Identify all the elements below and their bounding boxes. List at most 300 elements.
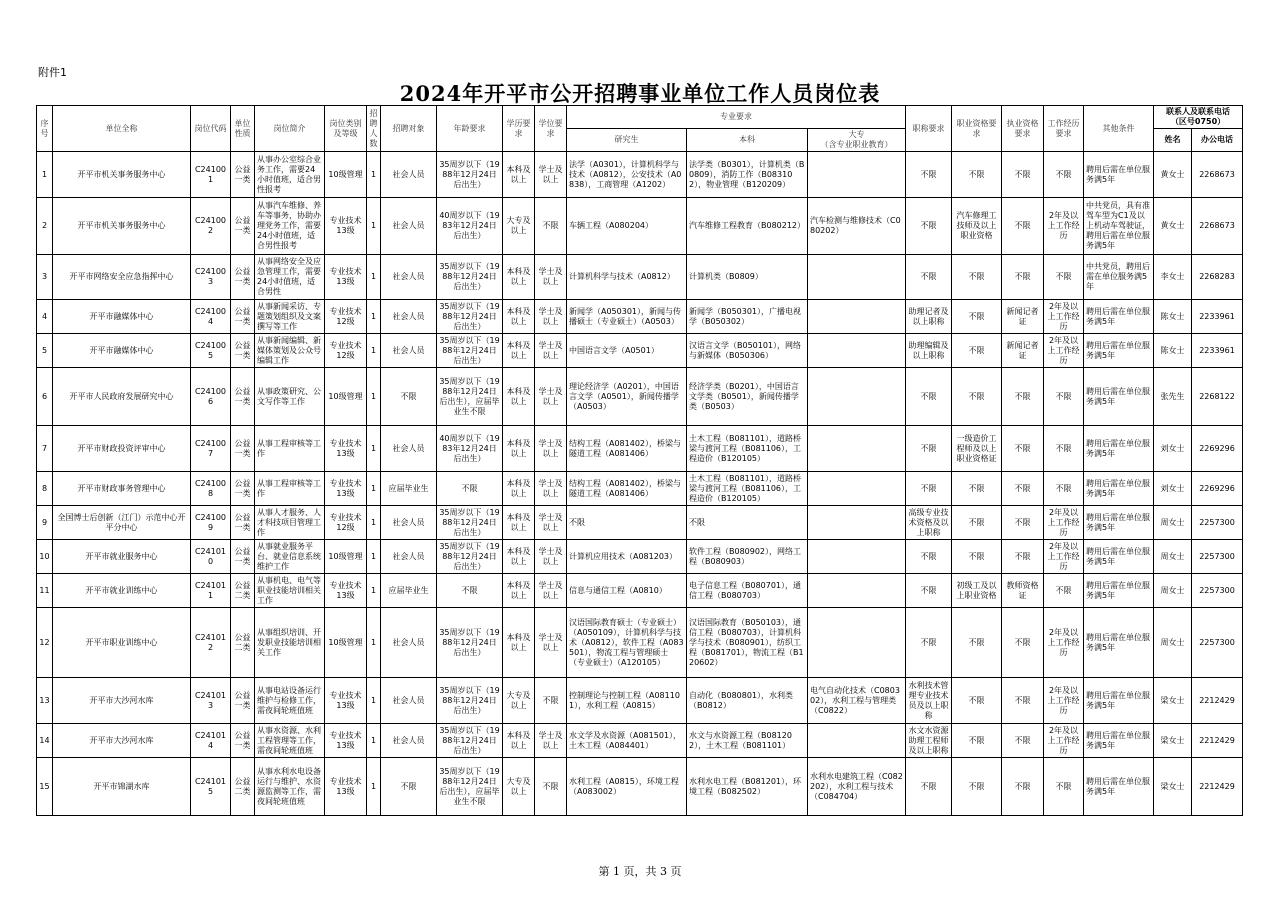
cell-post-req: 不限	[906, 152, 952, 198]
cell-contact-phone: 2233961	[1192, 334, 1243, 368]
cell-edu: 大专及以上	[503, 758, 535, 816]
cell-seq: 13	[37, 678, 53, 724]
cell-seq: 9	[37, 506, 53, 540]
cell-count: 1	[367, 300, 381, 334]
cell-level: 专业技术13级	[325, 198, 367, 255]
cell-work-exp: 2年及以上工作经历	[1044, 506, 1084, 540]
cell-code: C241006	[191, 368, 231, 426]
cell-contact-name: 黄女士	[1154, 198, 1192, 255]
table-row	[37, 678, 1243, 724]
cell-qual-req: 不限	[952, 540, 1002, 574]
cell-contact-name: 刘女士	[1154, 426, 1192, 472]
cell-contact-phone: 2269296	[1192, 472, 1243, 506]
cell-contact-name: 陈女士	[1154, 300, 1192, 334]
cell-code: C241005	[191, 334, 231, 368]
header-age: 年龄要求	[437, 106, 503, 152]
cell-contact-name: 刘女士	[1154, 472, 1192, 506]
cell-edu: 本科及以上	[503, 300, 535, 334]
cell-unit: 开平市网络安全应急指挥中心	[53, 255, 191, 300]
cell-seq: 10	[37, 540, 53, 574]
cell-major-college	[808, 368, 906, 426]
cell-edu: 本科及以上	[503, 506, 535, 540]
cell-code: C241009	[191, 506, 231, 540]
cell-edu: 本科及以上	[503, 334, 535, 368]
cell-age: 35周岁以下（1988年12月24日后出生）	[437, 724, 503, 758]
cell-post-req: 不限	[906, 426, 952, 472]
cell-level: 专业技术12级	[325, 300, 367, 334]
cell-count: 1	[367, 506, 381, 540]
cell-major-college	[808, 472, 906, 506]
cell-major-ug: 水利水电工程（B081201），环境工程（B082502）	[687, 758, 808, 816]
cell-seq: 3	[37, 255, 53, 300]
cell-intro: 从事电站设备运行维护与检修工作，需夜间轮班值班	[255, 678, 325, 724]
table-row	[37, 426, 1243, 472]
cell-qual-req: 初级工及以上职业资格	[952, 574, 1002, 608]
header-count: 招聘人数	[367, 106, 381, 152]
cell-seq: 8	[37, 472, 53, 506]
cell-major-grad: 计算机应用技术（A081203）	[567, 540, 687, 574]
cell-work-exp: 不限	[1044, 255, 1084, 300]
header-phone: 办公电话	[1192, 129, 1243, 152]
cell-intro: 从事汽车维修、养车等事务，协助办理党务工作，需要24小时值班，适合男性报考	[255, 198, 325, 255]
cell-major-ug: 计算机类（B0809）	[687, 255, 808, 300]
cell-intro: 从事组织培训、开发职业技能培训相关工作	[255, 608, 325, 678]
cell-unit: 开平市锦湖水库	[53, 758, 191, 816]
header-target: 招聘对象	[381, 106, 437, 152]
cell-other: 聘用后需在单位服务满5年	[1084, 506, 1154, 540]
cell-count: 1	[367, 255, 381, 300]
page-title: 2024年开平市公开招聘事业单位工作人员岗位表	[399, 81, 881, 106]
cell-post-req: 高级专业技术资格及以上职称	[906, 506, 952, 540]
cell-nature: 公益二类	[231, 574, 255, 608]
cell-intro: 从事政策研究、公文写作等工作	[255, 368, 325, 426]
cell-work-exp: 2年及以上工作经历	[1044, 198, 1084, 255]
cell-degree: 学士及以上	[535, 574, 567, 608]
cell-seq: 6	[37, 368, 53, 426]
cell-target: 应届毕业生	[381, 574, 437, 608]
cell-unit: 开平市机关事务服务中心	[53, 198, 191, 255]
cell-code: C241013	[191, 678, 231, 724]
cell-other: 聘用后需在单位服务满5年	[1084, 426, 1154, 472]
cell-contact-name: 陈女士	[1154, 334, 1192, 368]
cell-code: C241008	[191, 472, 231, 506]
cell-major-grad: 理论经济学（A0201），中国语言文学（A0501），新闻传播学（A0503）	[567, 368, 687, 426]
table-row	[37, 198, 1243, 255]
header-major: 专业要求	[567, 106, 906, 129]
cell-age: 35周岁以下（1988年12月24日后出生）	[437, 506, 503, 540]
cell-practice-req: 新闻记者证	[1002, 300, 1044, 334]
cell-code: C241002	[191, 198, 231, 255]
table-row	[37, 574, 1243, 608]
cell-contact-phone: 2212429	[1192, 724, 1243, 758]
cell-age: 35周岁以下（1988年12月24日后出生）	[437, 152, 503, 198]
cell-major-college: 电气自动化技术（C080302），水利工程与管理类（C0822）	[808, 678, 906, 724]
table-row	[37, 255, 1243, 300]
cell-count: 1	[367, 368, 381, 426]
header-degree: 学位要求	[535, 106, 567, 152]
cell-target: 社会人员	[381, 540, 437, 574]
cell-major-college	[808, 574, 906, 608]
cell-other: 聘用后需在单位服务满5年	[1084, 152, 1154, 198]
cell-age: 35周岁以下（1988年12月24日后出生）	[437, 540, 503, 574]
cell-work-exp: 2年及以上工作经历	[1044, 678, 1084, 724]
cell-contact-name: 周女士	[1154, 540, 1192, 574]
cell-qual-req: 不限	[952, 678, 1002, 724]
cell-major-grad: 汉语国际教育硕士（专业硕士）（A050109），计算机科学与技术（A0812），软件工程（A083501），物流工程与管理硕士（专业硕士）（A120105）	[567, 608, 687, 678]
cell-major-ug: 软件工程（B080902），网络工程（B080903）	[687, 540, 808, 574]
cell-degree: 学士及以上	[535, 152, 567, 198]
table-row	[37, 506, 1243, 540]
cell-seq: 15	[37, 758, 53, 816]
cell-level: 专业技术13级	[325, 574, 367, 608]
cell-major-college	[808, 300, 906, 334]
table-row	[37, 368, 1243, 426]
cell-contact-name: 周女士	[1154, 608, 1192, 678]
cell-edu: 本科及以上	[503, 368, 535, 426]
cell-level: 专业技术13级	[325, 724, 367, 758]
cell-work-exp: 不限	[1044, 152, 1084, 198]
header-other: 其他条件	[1084, 106, 1154, 152]
cell-post-req: 不限	[906, 472, 952, 506]
cell-practice-req: 不限	[1002, 540, 1044, 574]
cell-work-exp: 不限	[1044, 574, 1084, 608]
cell-qual-req: 不限	[952, 506, 1002, 540]
cell-major-college	[808, 426, 906, 472]
cell-intro: 从事人才服务、人才科技项目管理工作	[255, 506, 325, 540]
cell-level: 专业技术12级	[325, 506, 367, 540]
cell-qual-req: 不限	[952, 758, 1002, 816]
cell-contact-name: 梁女士	[1154, 678, 1192, 724]
cell-major-college	[808, 724, 906, 758]
cell-intro: 从事就业服务平台、就业信息系统维护工作	[255, 540, 325, 574]
cell-major-ug: 法学类（B0301），计算机类（B0809），消防工作（B083102），物业管理（B120209）	[687, 152, 808, 198]
cell-nature: 公益一类	[231, 368, 255, 426]
cell-contact-name: 梁女士	[1154, 724, 1192, 758]
cell-level: 专业技术12级	[325, 334, 367, 368]
cell-post-req: 水文水资源助理工程师及以上职称	[906, 724, 952, 758]
cell-unit: 开平市融媒体中心	[53, 334, 191, 368]
header-seq: 序号	[37, 106, 53, 152]
cell-other: 聘用后需在单位服务满5年	[1084, 472, 1154, 506]
cell-major-grad: 水利工程（A0815），环境工程（A083002）	[567, 758, 687, 816]
cell-practice-req: 不限	[1002, 152, 1044, 198]
header-work-exp: 工作经历要求	[1044, 106, 1084, 152]
cell-edu: 本科及以上	[503, 724, 535, 758]
cell-unit: 开平市财政事务管理中心	[53, 472, 191, 506]
cell-seq: 1	[37, 152, 53, 198]
table-row	[37, 540, 1243, 574]
cell-code: C241012	[191, 608, 231, 678]
cell-major-ug: 土木工程（B081101），道路桥梁与渡河工程（B081106），工程造价（B120105）	[687, 426, 808, 472]
cell-major-college	[808, 334, 906, 368]
cell-age: 35周岁以下（1988年12月24日后出生），应届毕业生不限	[437, 368, 503, 426]
cell-count: 1	[367, 334, 381, 368]
cell-nature: 公益一类	[231, 426, 255, 472]
cell-major-college	[808, 608, 906, 678]
cell-seq: 5	[37, 334, 53, 368]
cell-count: 1	[367, 472, 381, 506]
cell-practice-req: 教师资格证	[1002, 574, 1044, 608]
cell-target: 社会人员	[381, 152, 437, 198]
cell-target: 社会人员	[381, 300, 437, 334]
cell-degree: 学士及以上	[535, 608, 567, 678]
cell-practice-req: 不限	[1002, 472, 1044, 506]
table-row	[37, 758, 1243, 816]
cell-other: 中共党员，具有准驾车型为C1及以上机动车驾驶证，聘用后需在单位服务满5年	[1084, 198, 1154, 255]
cell-nature: 公益一类	[231, 300, 255, 334]
cell-post-req: 不限	[906, 540, 952, 574]
cell-other: 聘用后需在单位服务满5年	[1084, 368, 1154, 426]
cell-degree: 学士及以上	[535, 506, 567, 540]
cell-intro: 从事水利水电设备运行与维护、水资源监测等工作，需夜间轮班值班	[255, 758, 325, 816]
cell-contact-phone: 2233961	[1192, 300, 1243, 334]
header-contact-sub: （区号0750）	[1170, 117, 1226, 126]
cell-edu: 本科及以上	[503, 574, 535, 608]
cell-qual-req: 不限	[952, 608, 1002, 678]
cell-count: 1	[367, 758, 381, 816]
cell-edu: 本科及以上	[503, 152, 535, 198]
cell-count: 1	[367, 678, 381, 724]
cell-other: 中共党员，聘用后需在单位服务满5年	[1084, 255, 1154, 300]
cell-code: C241003	[191, 255, 231, 300]
cell-unit: 开平市就业训练中心	[53, 574, 191, 608]
cell-degree: 学士及以上	[535, 255, 567, 300]
annex-label: 附件1	[38, 66, 67, 79]
cell-contact-name: 周女士	[1154, 574, 1192, 608]
cell-other: 聘用后需在单位服务满5年	[1084, 758, 1154, 816]
cell-contact-phone: 2268122	[1192, 368, 1243, 426]
cell-nature: 公益一类	[231, 472, 255, 506]
cell-practice-req: 不限	[1002, 678, 1044, 724]
cell-qual-req: 一级造价工程师及以上职业资格证	[952, 426, 1002, 472]
cell-target: 社会人员	[381, 198, 437, 255]
header-edu: 学历要求	[503, 106, 535, 152]
cell-major-ug: 土木工程（B081101），道路桥梁与渡河工程（B081106），工程造价（B120105）	[687, 472, 808, 506]
cell-other: 聘用后需在单位服务满5年	[1084, 334, 1154, 368]
table-body	[37, 152, 1243, 816]
cell-age: 35周岁以下（1988年12月24日后出生）	[437, 255, 503, 300]
cell-contact-name: 张先生	[1154, 368, 1192, 426]
table-row	[37, 608, 1243, 678]
cell-level: 10级管理	[325, 608, 367, 678]
cell-unit: 开平市职业训练中心	[53, 608, 191, 678]
cell-major-college	[808, 255, 906, 300]
cell-degree: 学士及以上	[535, 472, 567, 506]
cell-nature: 公益一类	[231, 198, 255, 255]
header-contact	[1154, 106, 1243, 129]
cell-contact-phone: 2257300	[1192, 506, 1243, 540]
cell-contact-phone: 2212429	[1192, 758, 1243, 816]
header-level: 岗位类别及等级	[325, 106, 367, 152]
header-major-college-sub: （含专业职业教育）	[820, 140, 893, 149]
cell-unit: 开平市融媒体中心	[53, 300, 191, 334]
cell-count: 1	[367, 574, 381, 608]
table-row	[37, 334, 1243, 368]
cell-nature: 公益二类	[231, 608, 255, 678]
page-footer: 第 1 页，共 3 页	[598, 865, 682, 878]
header-unit-nature: 单位性质	[231, 106, 255, 152]
cell-target: 社会人员	[381, 334, 437, 368]
cell-intro: 从事工程审核等工作	[255, 426, 325, 472]
cell-post-req: 不限	[906, 198, 952, 255]
cell-level: 专业技术13级	[325, 758, 367, 816]
cell-target: 社会人员	[381, 426, 437, 472]
cell-major-college: 汽车检测与维修技术（C080202）	[808, 198, 906, 255]
cell-seq: 2	[37, 198, 53, 255]
cell-nature: 公益一类	[231, 255, 255, 300]
cell-count: 1	[367, 152, 381, 198]
cell-code: C241004	[191, 300, 231, 334]
cell-count: 1	[367, 724, 381, 758]
header-major-grad: 研究生	[567, 129, 687, 152]
cell-qual-req: 不限	[952, 724, 1002, 758]
header-practice-req: 执业资格要求	[1002, 106, 1044, 152]
cell-practice-req: 不限	[1002, 368, 1044, 426]
cell-count: 1	[367, 426, 381, 472]
header-post-req: 职称要求	[906, 106, 952, 152]
cell-contact-phone: 2268673	[1192, 198, 1243, 255]
cell-other: 聘用后需在单位服务满5年	[1084, 300, 1154, 334]
cell-degree: 不限	[535, 678, 567, 724]
cell-major-grad: 车辆工程（A080204）	[567, 198, 687, 255]
cell-unit: 开平市就业服务中心	[53, 540, 191, 574]
cell-practice-req: 不限	[1002, 608, 1044, 678]
cell-count: 1	[367, 608, 381, 678]
cell-work-exp: 不限	[1044, 368, 1084, 426]
cell-code: C241010	[191, 540, 231, 574]
cell-work-exp: 2年及以上工作经历	[1044, 540, 1084, 574]
cell-practice-req: 不限	[1002, 426, 1044, 472]
cell-contact-phone: 2268283	[1192, 255, 1243, 300]
cell-intro: 从事机电、电气等职业技能培训相关工作	[255, 574, 325, 608]
cell-contact-phone: 2212429	[1192, 678, 1243, 724]
cell-contact-phone: 2268673	[1192, 152, 1243, 198]
cell-target: 社会人员	[381, 678, 437, 724]
cell-code: C241011	[191, 574, 231, 608]
header-major-ug: 本科	[687, 129, 808, 152]
cell-major-grad: 计算机科学与技术（A0812）	[567, 255, 687, 300]
cell-unit: 开平市财政投资评审中心	[53, 426, 191, 472]
cell-practice-req: 不限	[1002, 198, 1044, 255]
cell-target: 社会人员	[381, 255, 437, 300]
table-row	[37, 472, 1243, 506]
cell-qual-req: 不限	[952, 472, 1002, 506]
cell-major-college	[808, 152, 906, 198]
cell-edu: 本科及以上	[503, 255, 535, 300]
cell-major-college	[808, 506, 906, 540]
cell-target: 社会人员	[381, 506, 437, 540]
cell-other: 聘用后需在单位服务满5年	[1084, 724, 1154, 758]
cell-intro: 从事新闻采访、专题策划组织及文案撰写等工作	[255, 300, 325, 334]
cell-target: 不限	[381, 758, 437, 816]
header-qual-req: 职业资格要求	[952, 106, 1002, 152]
cell-nature: 公益一类	[231, 334, 255, 368]
cell-contact-name: 李女士	[1154, 255, 1192, 300]
header-code: 岗位代码	[191, 106, 231, 152]
cell-edu: 大专及以上	[503, 678, 535, 724]
cell-nature: 公益二类	[231, 758, 255, 816]
cell-unit: 开平市大沙河水库	[53, 678, 191, 724]
cell-contact-name: 黄女士	[1154, 152, 1192, 198]
cell-seq: 4	[37, 300, 53, 334]
cell-unit: 开平市机关事务服务中心	[53, 152, 191, 198]
header-major-college-label: 大专	[848, 130, 865, 139]
cell-major-ug: 汉语言文学（B050101），网络与新媒体（B050306）	[687, 334, 808, 368]
cell-major-grad: 法学（A0301），计算机科学与技术（A0812），公安技术（A0838），工商管理（A1202）	[567, 152, 687, 198]
cell-post-req: 水利技术管理专业技术员及以上职称	[906, 678, 952, 724]
cell-major-grad: 结构工程（A081402），桥梁与隧道工程（A081406）	[567, 472, 687, 506]
cell-target: 社会人员	[381, 724, 437, 758]
cell-work-exp: 2年及以上工作经历	[1044, 300, 1084, 334]
cell-edu: 本科及以上	[503, 426, 535, 472]
cell-qual-req: 汽车修理工技师及以上职业资格	[952, 198, 1002, 255]
cell-practice-req: 不限	[1002, 758, 1044, 816]
cell-major-grad: 新闻学（A050301），新闻与传播硕士（专业硕士）（A0503）	[567, 300, 687, 334]
cell-seq: 14	[37, 724, 53, 758]
cell-qual-req: 不限	[952, 368, 1002, 426]
cell-major-ug: 水文与水资源工程（B081202），土木工程（B081101）	[687, 724, 808, 758]
cell-code: C241001	[191, 152, 231, 198]
header-intro: 岗位简介	[255, 106, 325, 152]
cell-edu: 本科及以上	[503, 608, 535, 678]
cell-major-college	[808, 540, 906, 574]
cell-practice-req: 不限	[1002, 255, 1044, 300]
cell-degree: 学士及以上	[535, 426, 567, 472]
cell-other: 聘用后需在单位服务满5年	[1084, 678, 1154, 724]
cell-major-college: 水利水电建筑工程（C082202），水利工程与技术（C084704）	[808, 758, 906, 816]
cell-level: 专业技术13级	[325, 426, 367, 472]
cell-qual-req: 不限	[952, 300, 1002, 334]
cell-major-ug: 自动化（B080801），水利类（B0812）	[687, 678, 808, 724]
cell-age: 35周岁以下（1988年12月24日后出生），应届毕业生不限	[437, 758, 503, 816]
cell-post-req: 不限	[906, 574, 952, 608]
cell-major-grad: 信息与通信工程（A0810）	[567, 574, 687, 608]
cell-code: C241007	[191, 426, 231, 472]
cell-degree: 不限	[535, 758, 567, 816]
cell-major-grad: 不限	[567, 506, 687, 540]
cell-post-req: 助理编辑及以上职称	[906, 334, 952, 368]
header-name: 姓名	[1154, 129, 1192, 152]
cell-nature: 公益一类	[231, 152, 255, 198]
cell-major-grad: 控制理论与控制工程（A081101），水利工程（A0815）	[567, 678, 687, 724]
cell-level: 10级管理	[325, 540, 367, 574]
cell-nature: 公益一类	[231, 678, 255, 724]
cell-major-ug: 不限	[687, 506, 808, 540]
cell-degree: 不限	[535, 198, 567, 255]
cell-work-exp: 2年及以上工作经历	[1044, 334, 1084, 368]
cell-age: 35周岁以下（1988年12月24日后出生）	[437, 334, 503, 368]
cell-seq: 11	[37, 574, 53, 608]
cell-work-exp: 2年及以上工作经历	[1044, 608, 1084, 678]
cell-level: 专业技术13级	[325, 472, 367, 506]
positions-table	[36, 105, 1243, 816]
cell-contact-name: 梁女士	[1154, 758, 1192, 816]
cell-other: 聘用后需在单位服务满5年	[1084, 574, 1154, 608]
cell-count: 1	[367, 198, 381, 255]
table-row	[37, 300, 1243, 334]
header-unit: 单位全称	[53, 106, 191, 152]
cell-level: 10级管理	[325, 368, 367, 426]
cell-level: 专业技术13级	[325, 678, 367, 724]
cell-work-exp: 不限	[1044, 758, 1084, 816]
cell-major-grad: 水文学及水资源（A081501），土木工程（A084401）	[567, 724, 687, 758]
cell-post-req: 不限	[906, 368, 952, 426]
cell-level: 专业技术13级	[325, 255, 367, 300]
cell-major-grad: 中国语言文学（A0501）	[567, 334, 687, 368]
cell-post-req: 不限	[906, 608, 952, 678]
cell-count: 1	[367, 540, 381, 574]
cell-contact-name: 周女士	[1154, 506, 1192, 540]
